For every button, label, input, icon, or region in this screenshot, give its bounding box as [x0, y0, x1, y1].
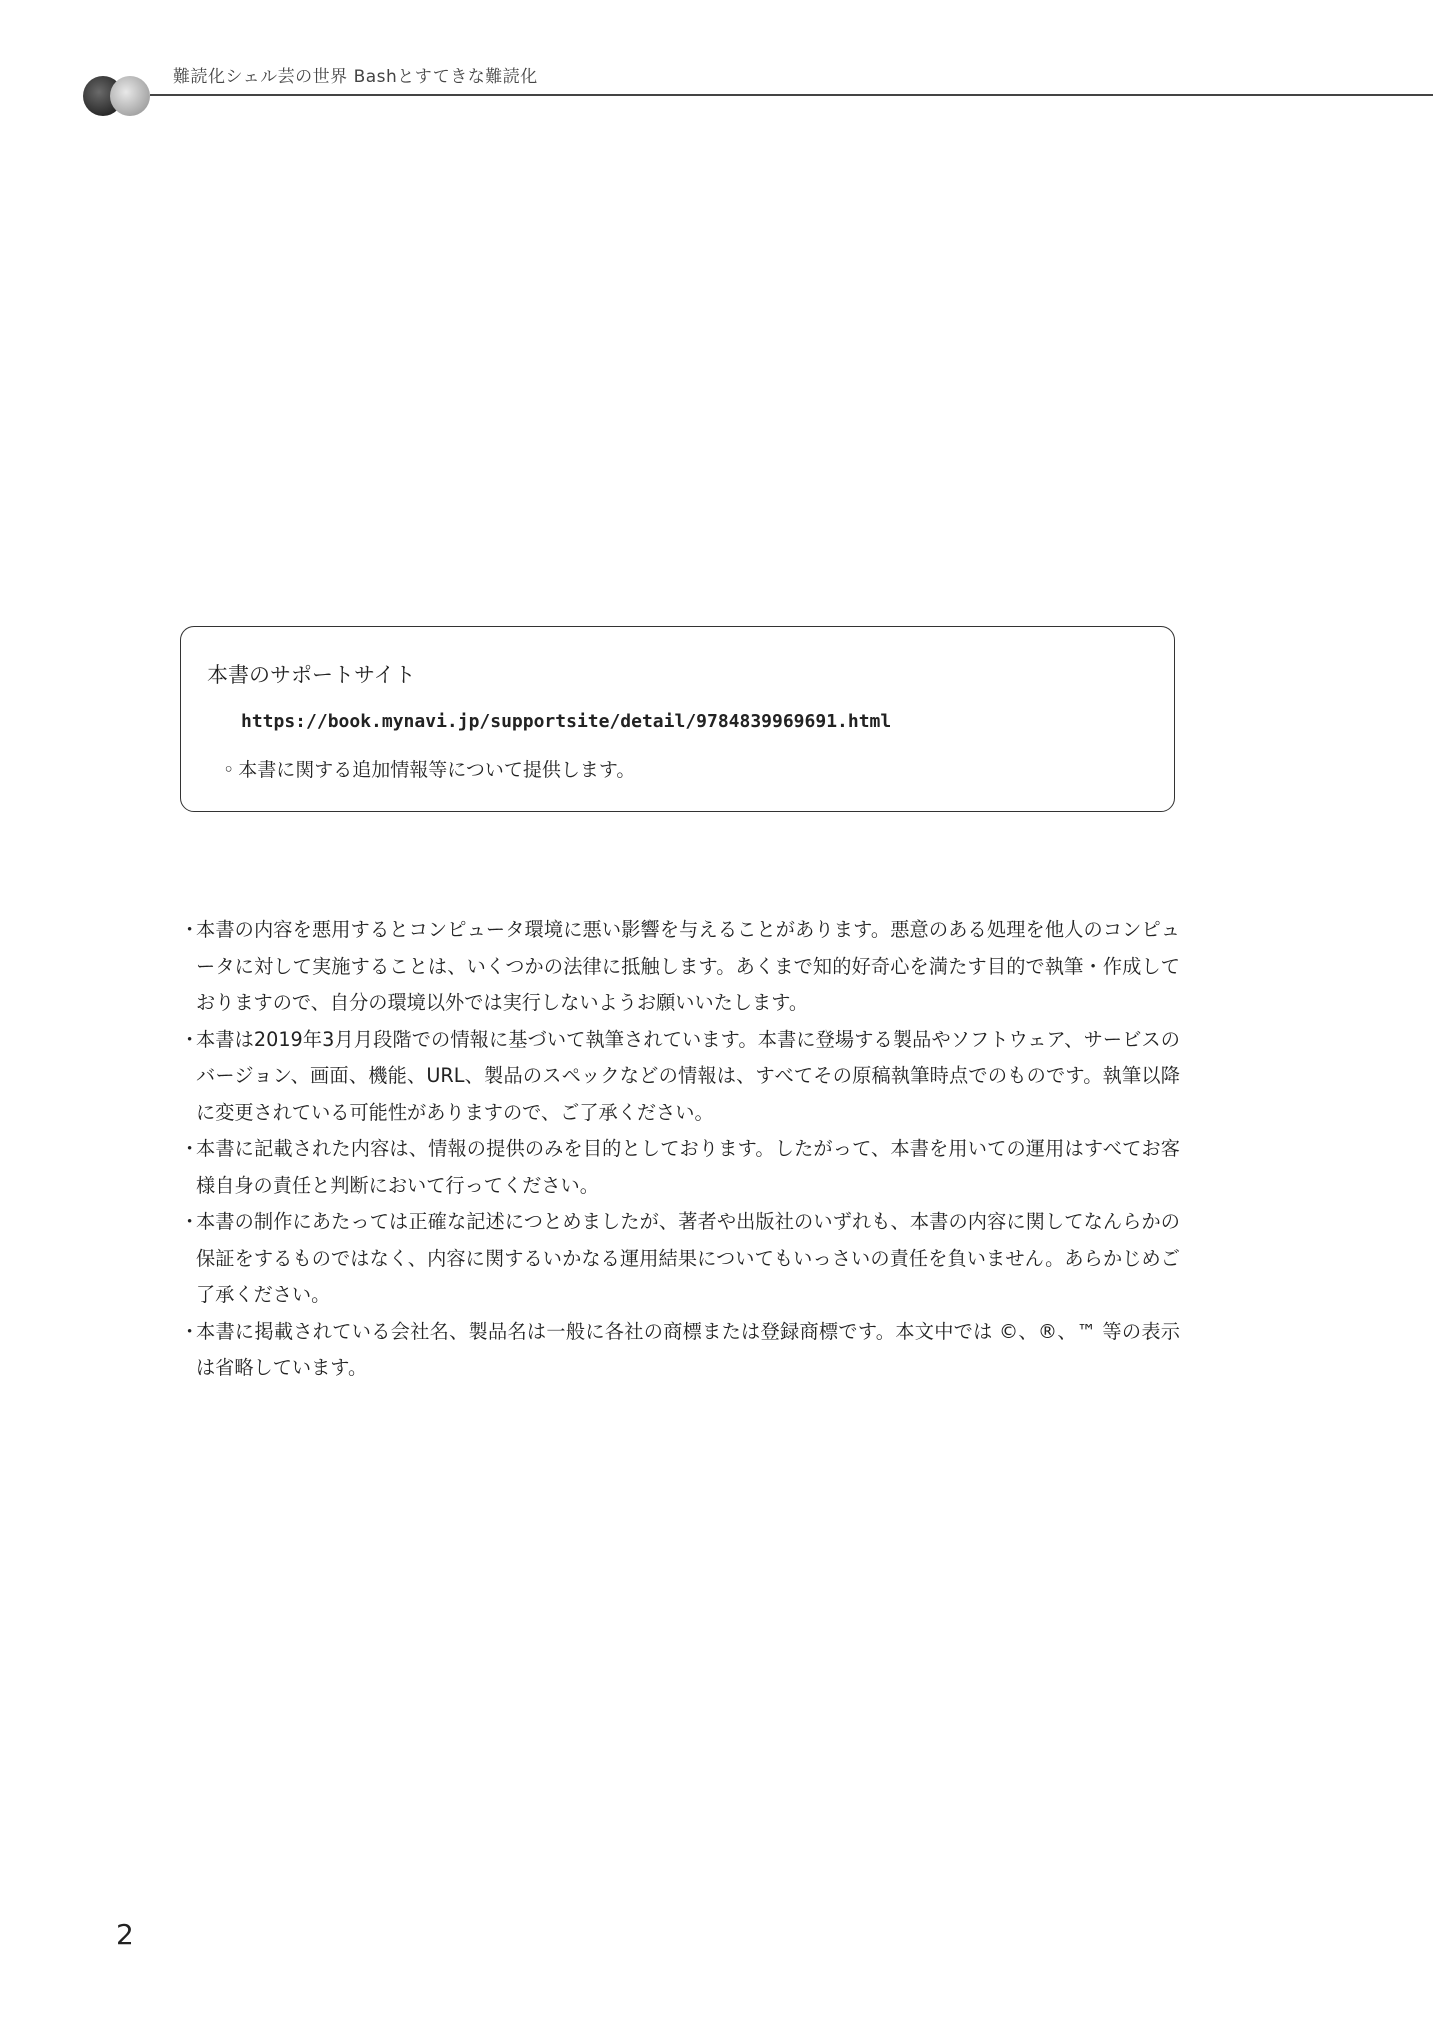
support-site-url[interactable]: https://book.mynavi.jp/supportsite/detail/9784839969691.html: [241, 711, 892, 732]
disclaimer-text: 本書に掲載されている会社名、製品名は一般に各社の商標または登録商標です。本文中では ©、®、™ 等の表示は省略しています。: [196, 1319, 1180, 1379]
running-header: [0, 0, 1433, 120]
support-site-note-text: 本書に関する追加情報等について提供します。: [238, 759, 636, 781]
bullet-icon: ・: [180, 1319, 200, 1343]
disclaimer-item: [180, 1314, 1180, 1387]
bullet-icon: ・: [180, 1137, 200, 1160]
support-site-title: 本書のサポートサイト: [207, 663, 416, 687]
disclaimer-item: [180, 1204, 1180, 1314]
support-site-note: [223, 755, 635, 782]
bullet-icon: ・: [180, 1210, 200, 1233]
disclaimer-text: 本書の制作にあたっては正確な記述につとめましたが、著者や出版社のいずれも、本書の内容に関してなんらかの保証をするものではなく、内容に関するいかなる運用結果についてもいっさいの責任を負いません。あらかじめご了承ください。: [196, 1210, 1180, 1306]
disclaimer-item: [180, 1022, 1180, 1132]
disclaimer-list: [180, 912, 1180, 1387]
header-light-circle-decoration: [110, 76, 150, 116]
disclaimer-item: [180, 1131, 1180, 1204]
bullet-icon: ・: [180, 1027, 200, 1051]
disclaimer-text: 本書に記載された内容は、情報の提供のみを目的としております。したがって、本書を用いての運用はすべてお客様自身の責任と判断において行ってください。: [196, 1137, 1180, 1197]
bullet-icon: ・: [180, 918, 200, 941]
disclaimer-item: [180, 912, 1180, 1022]
disclaimer-text: 本書の内容を悪用するとコンピュータ環境に悪い影響を与えることがあります。悪意のある処理を他人のコンピュータに対して実施することは、いくつかの法律に抵触します。あくまで知的好奇心を満たす目的で執筆・作成しておりますので、自分の環境以外では実行しないようお願いいたします。: [196, 918, 1180, 1014]
ring-bullet-icon: ◦: [223, 759, 235, 781]
header-rule: [150, 94, 1433, 96]
support-site-box: [180, 626, 1175, 812]
disclaimer-text: 本書は2019年3月月段階での情報に基づいて執筆されています。本書に登場する製品やソフトウェア、サービスのバージョン、画面、機能、URL、製品のスペックなどの情報は、すべてその原稿執筆時点でのものです。執筆以降に変更されている可能性がありますので、ご了承ください。: [196, 1027, 1180, 1124]
running-header-title: 難読化シェル芸の世界 Bashとすてきな難読化: [173, 67, 538, 87]
page-number: 2: [116, 1918, 134, 1951]
